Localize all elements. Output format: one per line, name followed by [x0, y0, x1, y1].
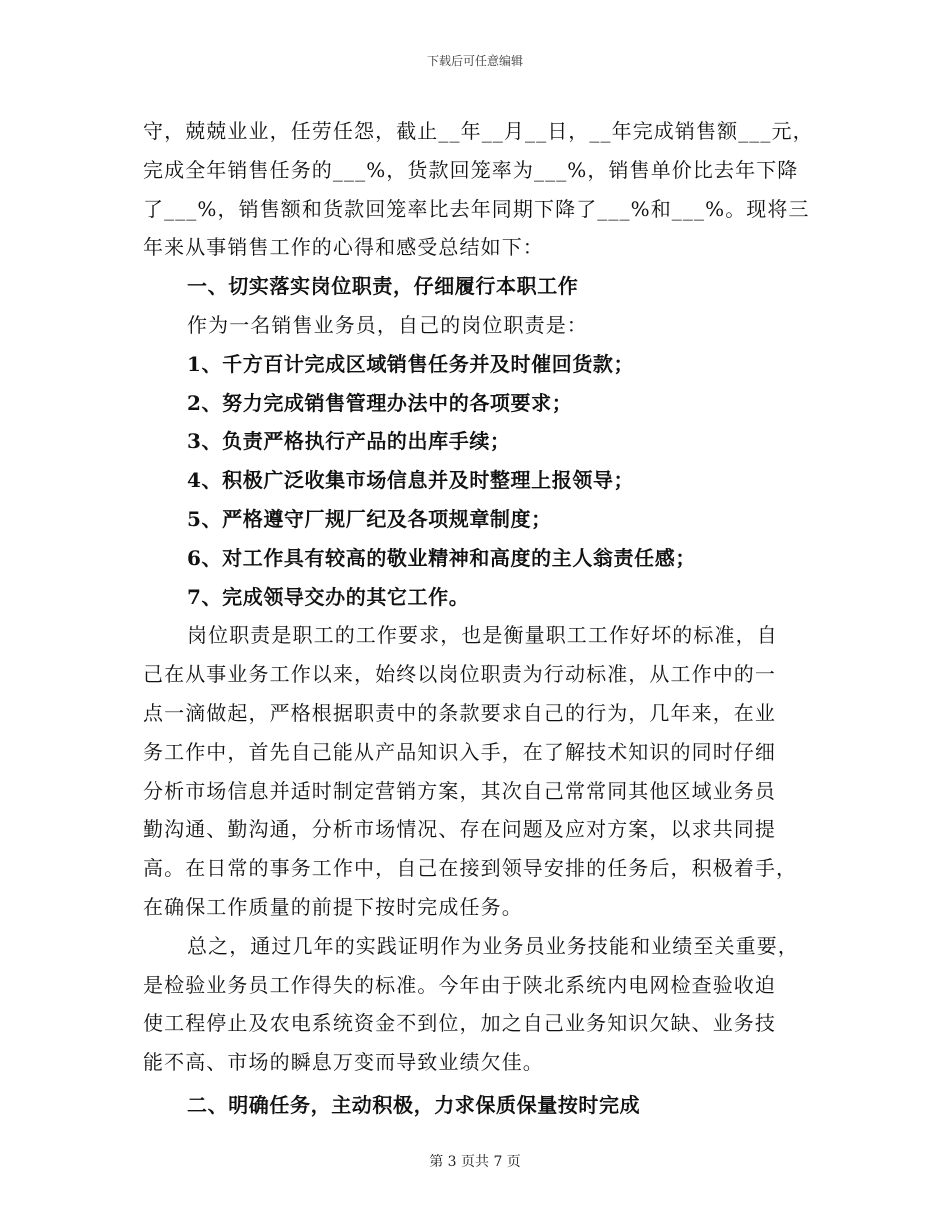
text-line: 完成全年销售任务的___%，货款回笼率为___%，销售单价比去年下降: [143, 157, 799, 182]
text-line: 岗位职责是职工的工作要求，也是衡量职工工作好坏的标准，自: [187, 623, 778, 648]
page-footer: 第 3 页共 7 页: [429, 1154, 521, 1170]
heading-line: 7、完成领导交办的其它工作。: [187, 584, 470, 609]
text-line: 分析市场信息并适时制定营销方案，其次自己常常同其他区域业务员: [143, 778, 776, 803]
text-line: 勤沟通、勤沟通，分析市场情况、存在问题及应对方案，以求共同提: [143, 817, 776, 842]
text-line: 使工程停止及农电系统资金不到位，加之自己业务知识欠缺、业务技: [143, 1011, 776, 1036]
heading-line: 3、负责严格执行产品的出库手续；: [187, 429, 511, 454]
heading-line: 1、千方百计完成区域销售任务并及时催回货款；: [187, 351, 635, 376]
text-line: 在确保工作质量的前提下按时完成任务。: [143, 894, 523, 919]
text-line: 点一滴做起，严格根据职责中的条款要求自己的行为，几年来，在业: [143, 700, 776, 725]
text-line: 总之，通过几年的实践证明作为业务员业务技能和业绩至关重要，: [187, 933, 799, 958]
document-body: [143, 112, 814, 1125]
text-line: 是检验业务员工作得失的标准。今年由于陕北系统内电网检查验收迫: [143, 972, 776, 997]
heading-line: 一、切实落实岗位职责，仔细履行本职工作: [187, 274, 579, 299]
text-line: 守，兢兢业业，任劳任怨，截止__年__月__日，__年完成销售额___元，: [143, 119, 814, 143]
text-line: 高。在日常的事务工作中，自己在接到领导安排的任务后，积极着手，: [143, 856, 798, 881]
text-line: 年来从事销售工作的心得和感受总结如下：: [143, 235, 544, 260]
heading-line: 5、严格遵守厂规厂纪及各项规章制度；: [187, 506, 552, 531]
text-line: 了___%，销售额和货款回笼率比去年同期下降了___%和___%。现将三: [143, 196, 810, 221]
page-header: 下载后可任意编辑: [426, 54, 523, 68]
text-line: 能不高、市场的瞬息万变而导致业绩欠佳。: [143, 1050, 544, 1075]
heading-line: 4、积极广泛收集市场信息并及时整理上报领导；: [187, 468, 635, 493]
heading-line: 二、明确任务，主动积极，力求保质保量按时完成: [187, 1092, 641, 1117]
text-line: 己在从事业务工作以来，始终以岗位职责为行动标准，从工作中的一: [143, 662, 776, 687]
text-line: 作为一名销售业务员，自己的岗位职责是：: [187, 312, 588, 337]
heading-line: 2、努力完成销售管理办法中的各项要求；: [187, 390, 573, 415]
text-line: 务工作中，首先自己能从产品知识入手，在了解技术知识的同时仔细: [143, 739, 776, 764]
heading-line: 6、对工作具有较高的敬业精神和高度的主人翁责任感；: [187, 545, 696, 570]
